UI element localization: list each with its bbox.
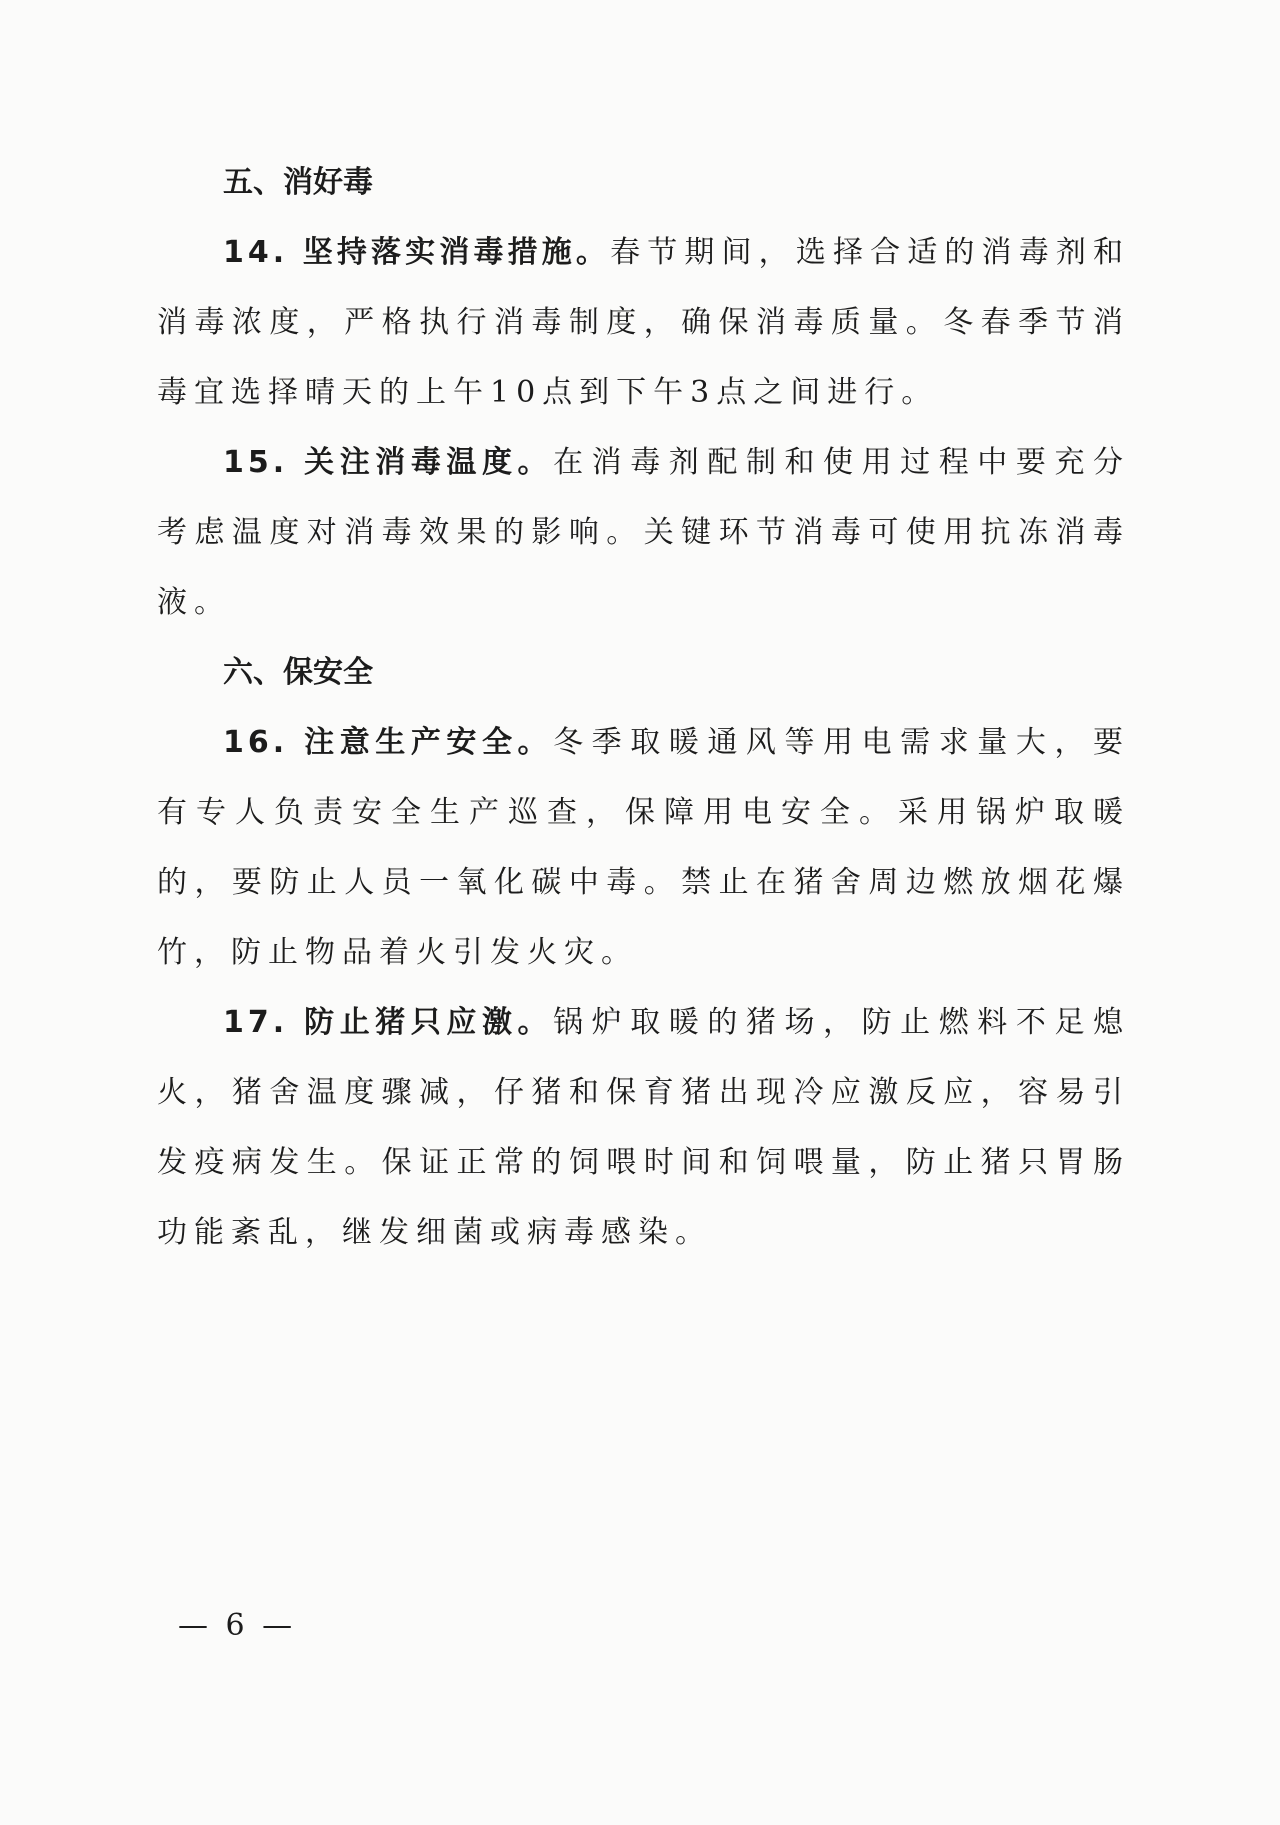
page-number: — 6 — — [178, 1608, 297, 1643]
section-heading-safety: 六、保安全 — [223, 655, 373, 690]
paragraph-16-lead: 16. 注意生产安全。 — [223, 725, 554, 760]
section-heading-disinfection: 五、消好毒 — [223, 165, 373, 200]
paragraph-15-lead: 15. 关注消毒温度。 — [223, 445, 554, 480]
paragraph-16-text: 冬季取暖通风等用电需求量大，要有专人负责安全生产巡查，保障用电安全。采用锅炉取暖的，要防止人员一氧化碳中毒。禁止在猪舍周边燃放烟花爆竹，防止物品着火引发火灾。 — [157, 725, 1131, 970]
paragraph-14 — [157, 218, 1130, 428]
paragraph-15-text: 在消毒剂配制和使用过程中要充分考虑温度对消毒效果的影响。关键环节消毒可使用抗冻消毒液。 — [157, 445, 1131, 620]
document-body — [157, 148, 1130, 1268]
paragraph-17-text: 锅炉取暖的猪场，防止燃料不足熄火，猪舍温度骤减，仔猪和保育猪出现冷应激反应，容易引发疫病发生。保证正常的饲喂时间和饲喂量，防止猪只胃肠功能紊乱，继发细菌或病毒感染。 — [157, 1005, 1131, 1250]
paragraph-14-text: 春节期间，选择合适的消毒剂和消毒浓度，严格执行消毒制度，确保消毒质量。冬春季节消毒宜选择晴天的上午10点到下午3点之间进行。 — [157, 235, 1131, 410]
paragraph-17-lead: 17. 防止猪只应激。 — [223, 1005, 554, 1040]
paragraph-17 — [157, 988, 1130, 1268]
paragraph-14-lead: 14. 坚持落实消毒措施。 — [223, 235, 611, 270]
paragraph-15 — [157, 428, 1130, 638]
paragraph-16 — [157, 708, 1130, 988]
